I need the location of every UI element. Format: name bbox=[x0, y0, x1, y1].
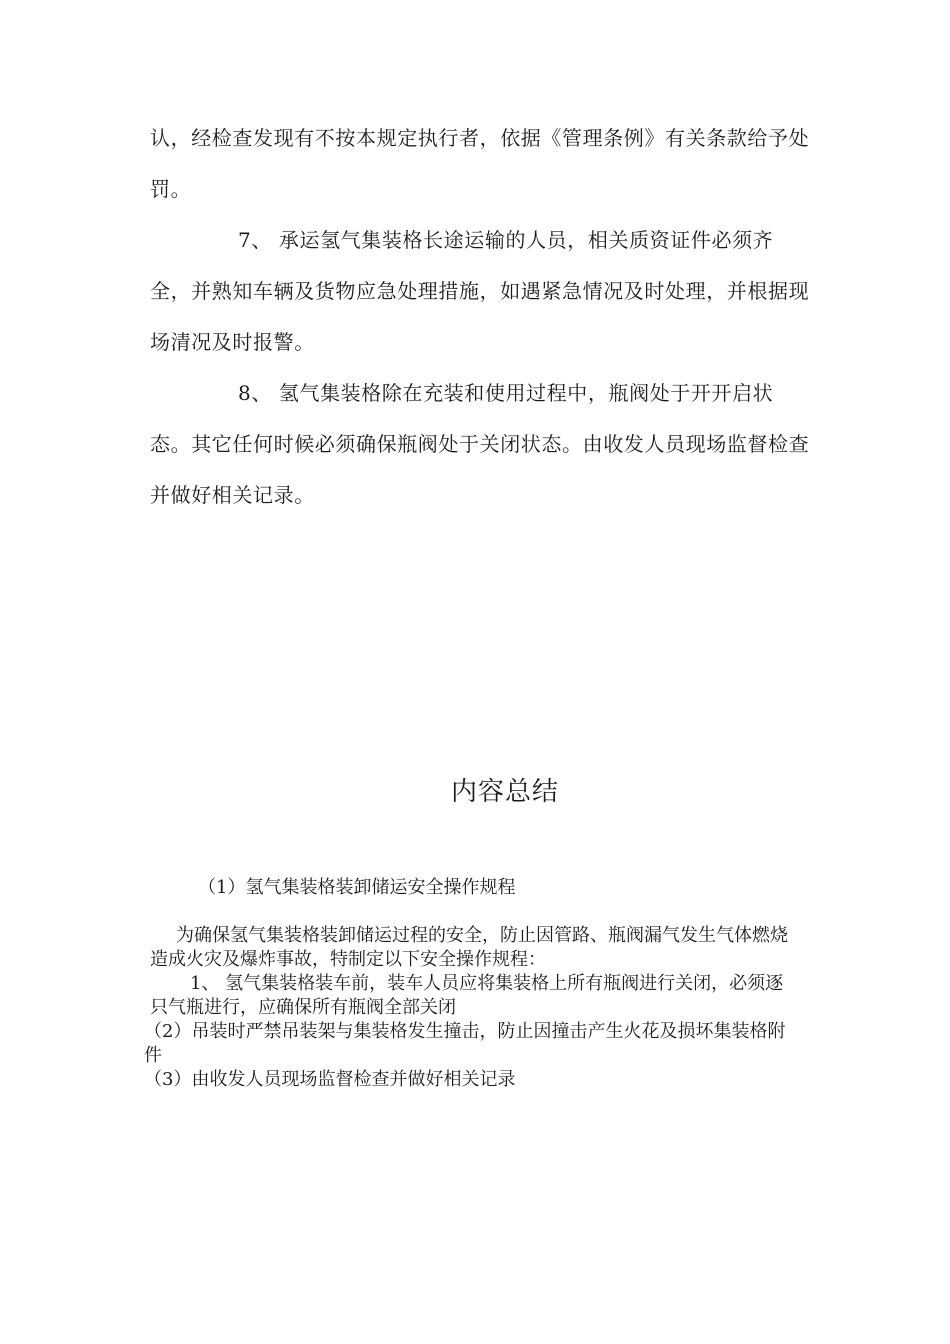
paragraph-item-8: 8、 氢气集装格除在充装和使用过程中，瓶阀处于开开启状态。其它任何时候必须确保瓶阀处于关闭状态。由收发人员现场监督检查并做好相关记录。 bbox=[150, 381, 810, 507]
summary-intro: 为确保氢气集装格装卸储运过程的安全，防止因管路、瓶阀漏气发生气体燃烧造成火灾及爆炸事故，特制定以下安全操作规程： bbox=[150, 925, 788, 970]
summary-subtitle: （1）氢气集装格装卸储运安全操作规程 bbox=[198, 877, 516, 898]
summary-item-3: （3）由收发人员现场监督检查并做好相关记录 bbox=[144, 1069, 516, 1090]
summary-item-1: 1、 氢气集装格装车前，装车人员应将集装格上所有瓶阀进行关闭，必须逐只气瓶进行，应确保所有瓶阀全部关闭 bbox=[150, 973, 784, 1018]
paragraph-continued: 认，经检查发现有不按本规定执行者，依据《管理条例》有关条款给予处罚。 bbox=[150, 126, 810, 201]
paragraph-item-7: 7、 承运氢气集装格长途运输的人员，相关质资证件必须齐全，并熟知车辆及货物应急处理措施，如遇紧急情况及时处理，并根据现场清况及时报警。 bbox=[150, 228, 810, 354]
summary-title: 内容总结 bbox=[450, 777, 559, 807]
summary-item-2: （2）吊装时严禁吊装架与集装格发生撞击，防止因撞击产生火花及损坏集装格附件 bbox=[144, 1021, 786, 1066]
summary-block bbox=[144, 874, 800, 1092]
body-text-block bbox=[150, 113, 810, 521]
